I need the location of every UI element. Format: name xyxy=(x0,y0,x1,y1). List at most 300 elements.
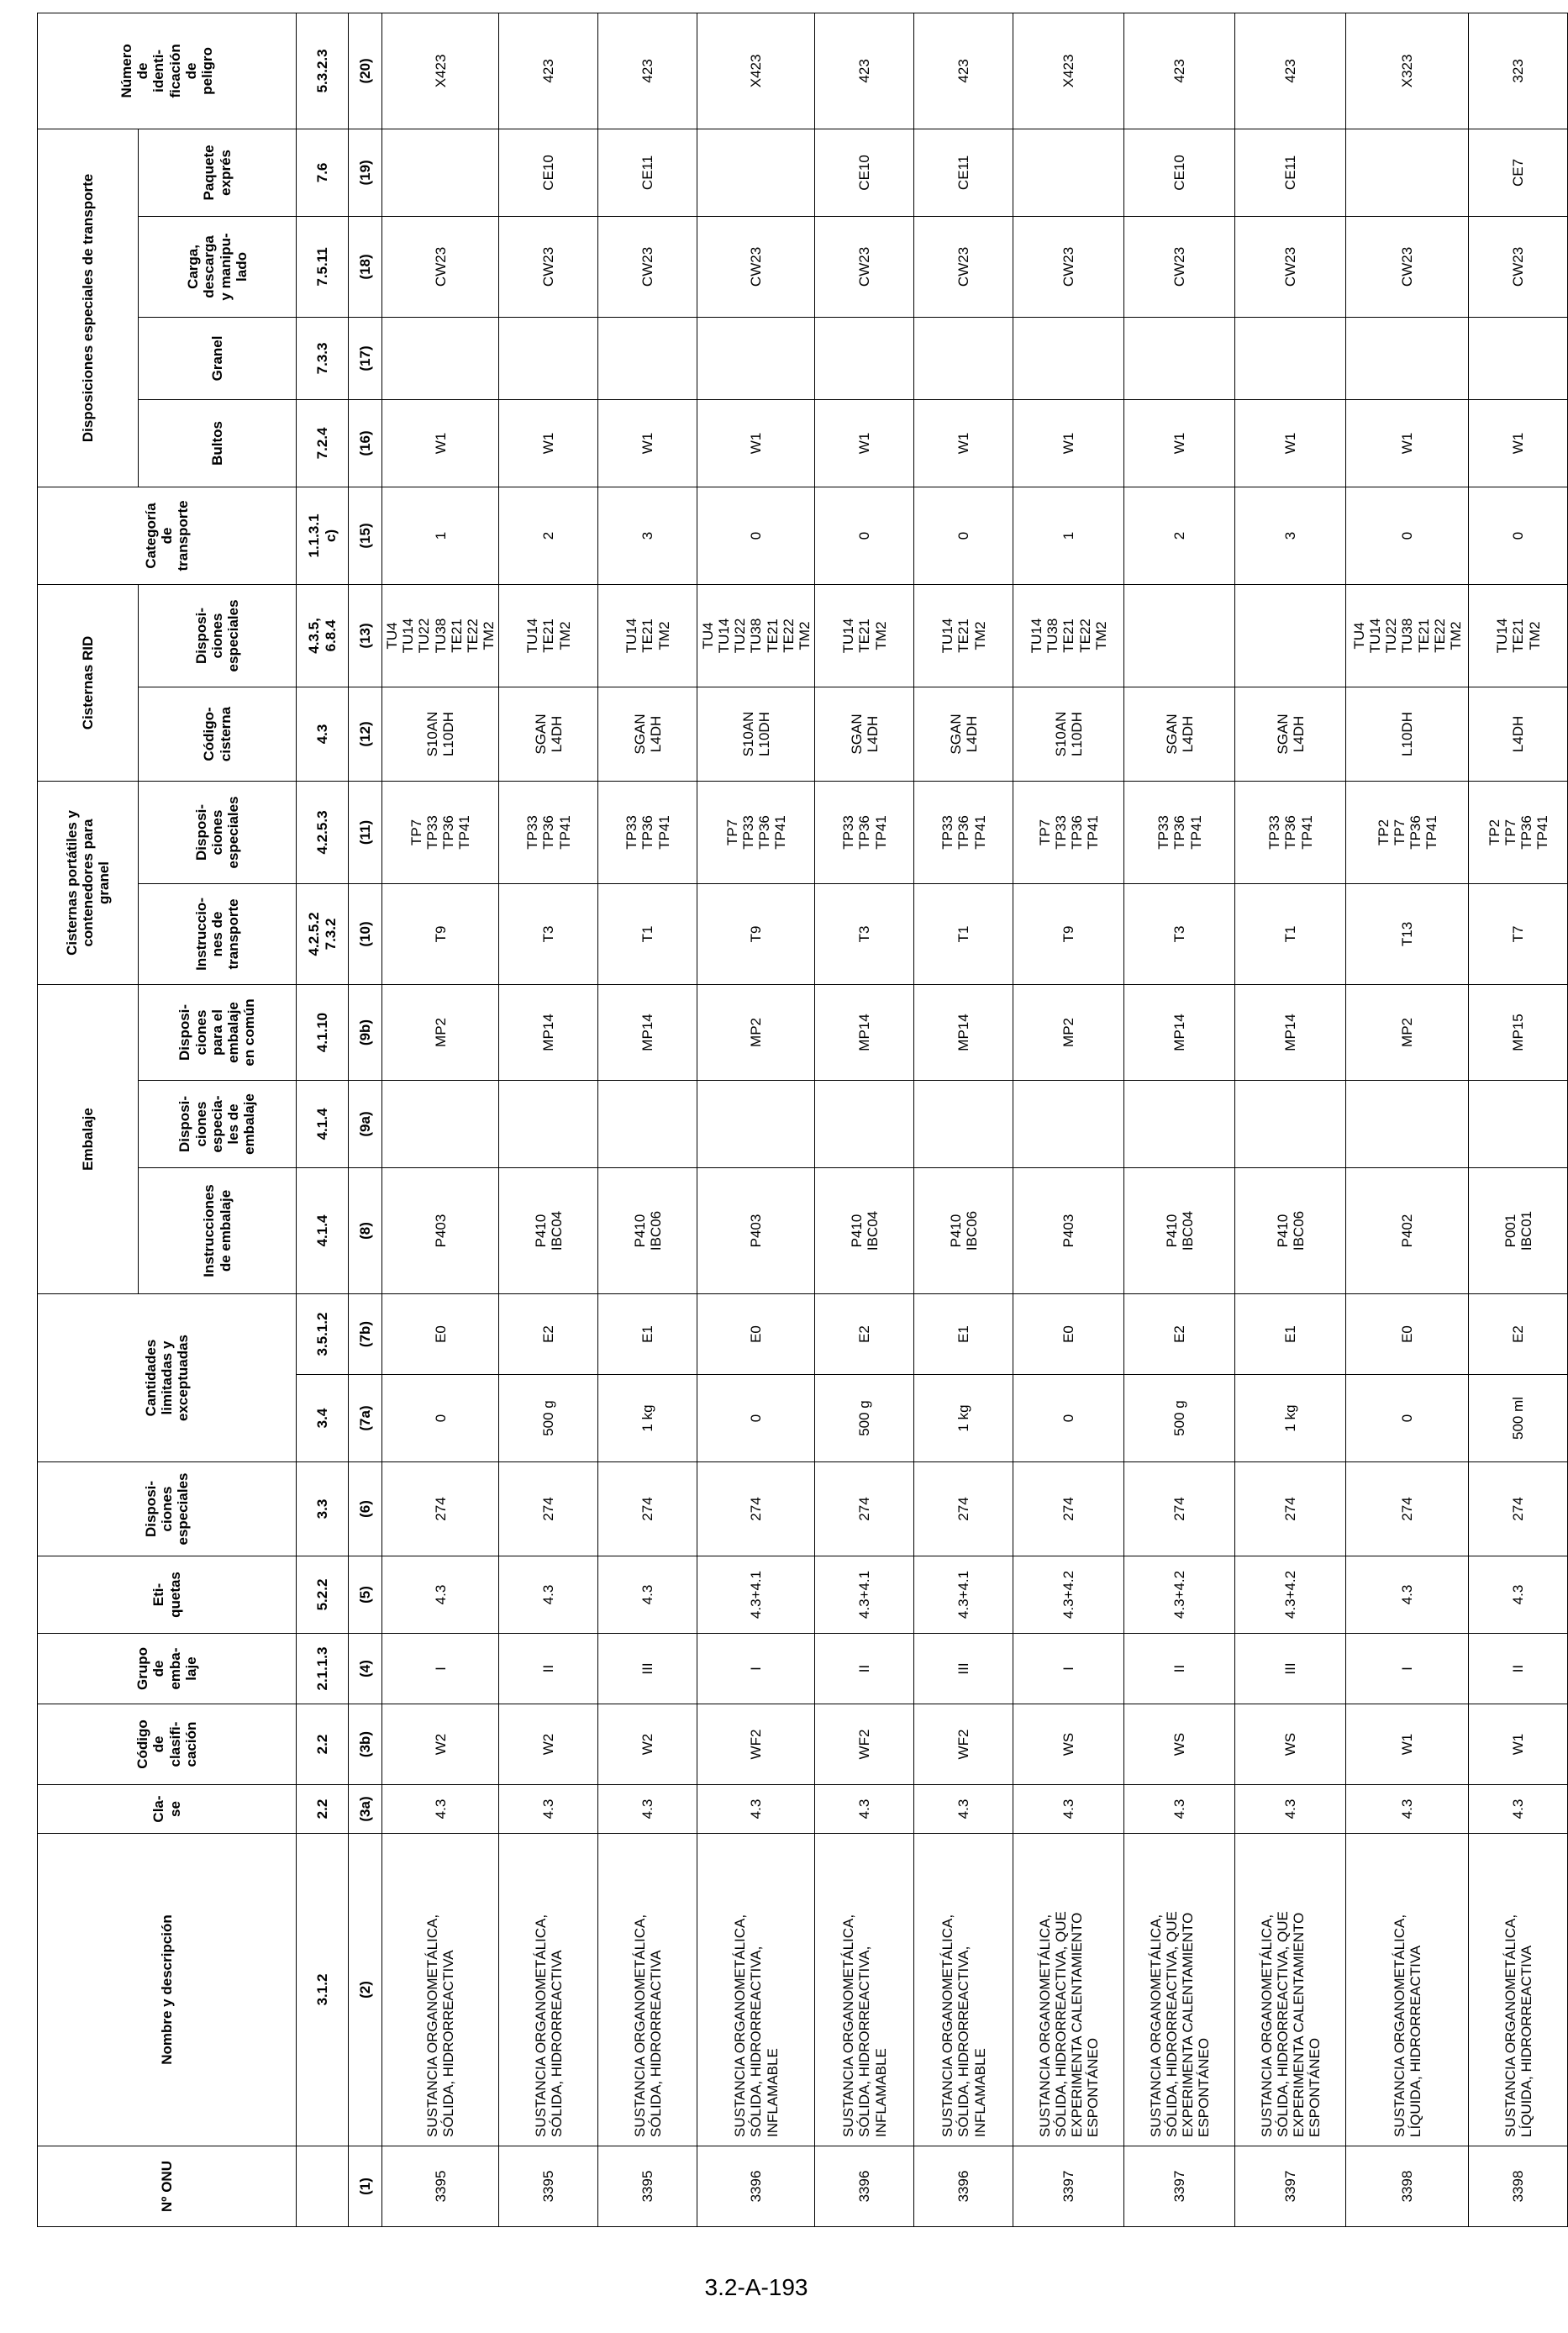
table-cell: T9 xyxy=(1013,883,1124,984)
table-cell: CE10 xyxy=(815,129,914,216)
column-number-cell: (15) xyxy=(349,487,382,584)
table-cell xyxy=(499,317,598,399)
table-cell: 500 g xyxy=(499,1375,598,1462)
substance-name-cell: SUSTANCIA ORGANOMETÁLICA, SÓLIDA, HIDRORREACTIVA, QUE EXPERIMENTA CALENTAMIENTO ESPONTÁNEO xyxy=(1235,1834,1346,2146)
table-cell: TP7 TP33 TP36 TP41 xyxy=(382,781,499,883)
table-cell: 1 xyxy=(382,487,499,584)
table-cell: 4.3+4.1 xyxy=(914,1556,1013,1634)
table-cell: W1 xyxy=(1469,399,1568,487)
table-row xyxy=(598,13,697,2226)
table-cell: T3 xyxy=(1124,883,1235,984)
table-cell: P410 IBC06 xyxy=(1235,1168,1346,1294)
table-cell xyxy=(1235,584,1346,687)
table-cell: S10AN L10DH xyxy=(1013,687,1124,781)
table-cell: T7 xyxy=(1469,883,1568,984)
table-cell: 4.3 xyxy=(382,1785,499,1834)
table-cell: SGAN L4DH xyxy=(499,687,598,781)
table-cell: 423 xyxy=(815,13,914,129)
table-cell: L4DH xyxy=(1469,687,1568,781)
column-number-cell: (19) xyxy=(349,129,382,216)
un-number-cell: 3397 xyxy=(1235,2146,1346,2227)
table-cell: 4.3 xyxy=(499,1785,598,1834)
header-packing-special: Disposi- ciones especia- les de embalaje xyxy=(139,1081,297,1168)
table-cell: MP15 xyxy=(1469,984,1568,1080)
table-cell: WS xyxy=(1013,1704,1124,1785)
ref-cell: 3.4 xyxy=(297,1375,349,1462)
column-number-cell: (11) xyxy=(349,781,382,883)
table-cell: W1 xyxy=(815,399,914,487)
table-cell: S10AN L10DH xyxy=(382,687,499,781)
table-cell: E1 xyxy=(598,1294,697,1375)
table-cell: 274 xyxy=(1013,1462,1124,1556)
table-cell: E0 xyxy=(1346,1294,1469,1375)
table-cell: TP33 TP36 TP41 xyxy=(499,781,598,883)
header-tank-instructions: Instruccio- nes de transporte xyxy=(139,883,297,984)
table-cell: 0 xyxy=(1469,487,1568,584)
table-cell: W2 xyxy=(598,1704,697,1785)
table-cell: 4.3+4.2 xyxy=(1124,1556,1235,1634)
table-cell: 4.3+4.1 xyxy=(815,1556,914,1634)
header-hazard-id: Número de identi- ficación de peligro xyxy=(38,13,297,129)
table-cell: W1 xyxy=(1235,399,1346,487)
table-cell: 423 xyxy=(598,13,697,129)
table-cell: E2 xyxy=(1124,1294,1235,1375)
table-cell: 423 xyxy=(914,13,1013,129)
table-cell xyxy=(1124,1081,1235,1168)
table-cell: MP14 xyxy=(914,984,1013,1080)
table-cell: 423 xyxy=(1124,13,1235,129)
header-packages: Bultos xyxy=(139,399,297,487)
table-cell xyxy=(598,317,697,399)
table-cell: TU14 TE21 TM2 xyxy=(914,584,1013,687)
table-cell: 2 xyxy=(1124,487,1235,584)
table-cell: P402 xyxy=(1346,1168,1469,1294)
table-cell: SGAN L4DH xyxy=(1235,687,1346,781)
rotated-page xyxy=(37,13,1551,2227)
table-cell: CW23 xyxy=(1013,216,1124,317)
table-cell: 4.3 xyxy=(598,1556,697,1634)
ref-cell: 4.2.5.2 7.3.2 xyxy=(297,883,349,984)
table-cell: CW23 xyxy=(1124,216,1235,317)
un-number-cell: 3397 xyxy=(1013,2146,1124,2227)
table-cell: MP2 xyxy=(1013,984,1124,1080)
table-row xyxy=(1235,13,1346,2226)
page-number: 3.2-A-193 xyxy=(704,2274,808,2300)
table-cell: CW23 xyxy=(815,216,914,317)
table-cell: 1 kg xyxy=(1235,1375,1346,1462)
table-cell: CE11 xyxy=(1235,129,1346,216)
header-packaging: Embalaje xyxy=(38,984,139,1293)
header-limited-quantities: Cantidades limitadas y exceptuadas xyxy=(38,1294,297,1462)
table-cell: 274 xyxy=(1124,1462,1235,1556)
table-cell xyxy=(1346,317,1469,399)
table-cell: 4.3 xyxy=(1124,1785,1235,1834)
table-cell: TU14 TE21 TM2 xyxy=(598,584,697,687)
table-cell: CW23 xyxy=(1346,216,1469,317)
table-cell: P001 IBC01 xyxy=(1469,1168,1568,1294)
ref-cell: 7.2.4 xyxy=(297,399,349,487)
table-cell: E2 xyxy=(1469,1294,1568,1375)
table-cell: S10AN L10DH xyxy=(697,687,815,781)
column-number-row xyxy=(349,13,382,2226)
table-cell: W1 xyxy=(598,399,697,487)
table-cell: MP2 xyxy=(382,984,499,1080)
substance-name-cell: SUSTANCIA ORGANOMETÁLICA, SÓLIDA, HIDRORREACTIVA, QUE EXPERIMENTA CALENTAMIENTO ESPONTÁNEO xyxy=(1124,1834,1235,2146)
table-cell: 3 xyxy=(1235,487,1346,584)
substance-name-cell: SUSTANCIA ORGANOMETÁLICA, LÍQUIDA, HIDRORREACTIVA xyxy=(1346,1834,1469,2146)
table-cell xyxy=(382,1081,499,1168)
table-cell: T9 xyxy=(697,883,815,984)
table-cell: P410 IBC04 xyxy=(1124,1168,1235,1294)
column-number-cell: (6) xyxy=(349,1462,382,1556)
table-cell: WS xyxy=(1124,1704,1235,1785)
un-number-cell: 3396 xyxy=(815,2146,914,2227)
ref-cell: 1.1.3.1 c) xyxy=(297,487,349,584)
header-tank-code: Código- cisterna xyxy=(139,687,297,781)
table-cell: MP2 xyxy=(697,984,815,1080)
un-number-cell: 3398 xyxy=(1469,2146,1568,2227)
table-cell: X423 xyxy=(697,13,815,129)
table-cell: MP14 xyxy=(1124,984,1235,1080)
table-cell xyxy=(1235,317,1346,399)
table-cell: W1 xyxy=(1469,1704,1568,1785)
table-row xyxy=(1013,13,1124,2226)
table-cell: 0 xyxy=(1346,487,1469,584)
table-cell: WF2 xyxy=(697,1704,815,1785)
header-special-provisions: Disposi- ciones especiales xyxy=(38,1462,297,1556)
ref-cell: 7.3.3 xyxy=(297,317,349,399)
column-number-cell: (17) xyxy=(349,317,382,399)
column-number-cell: (10) xyxy=(349,883,382,984)
substance-name-cell: SUSTANCIA ORGANOMETÁLICA, SÓLIDA, HIDRORREACTIVA xyxy=(499,1834,598,2146)
ref-cell: 2.2 xyxy=(297,1785,349,1834)
header-class: Cla- se xyxy=(38,1785,297,1834)
table-cell xyxy=(1124,584,1235,687)
table-cell: X423 xyxy=(382,13,499,129)
table-cell: CE10 xyxy=(1124,129,1235,216)
table-cell xyxy=(914,1081,1013,1168)
ref-cell: 7.5.11 xyxy=(297,216,349,317)
table-cell xyxy=(1124,317,1235,399)
ref-cell: 4.1.4 xyxy=(297,1168,349,1294)
table-cell xyxy=(382,317,499,399)
header-class-code: Código de clasifi- cación xyxy=(38,1704,297,1785)
table-cell xyxy=(1469,1081,1568,1168)
table-cell: III xyxy=(598,1634,697,1704)
table-cell: E2 xyxy=(815,1294,914,1375)
table-cell: CW23 xyxy=(697,216,815,317)
un-number-cell: 3398 xyxy=(1346,2146,1469,2227)
ref-cell: 5.2.2 xyxy=(297,1556,349,1634)
table-cell: 4.3+4.2 xyxy=(1235,1556,1346,1634)
substance-name-cell: SUSTANCIA ORGANOMETÁLICA, SÓLIDA, HIDRORREACTIVA xyxy=(382,1834,499,2146)
header-packing-group: Grupo de emba- laje xyxy=(38,1634,297,1704)
table-cell: 274 xyxy=(382,1462,499,1556)
table-cell: 274 xyxy=(499,1462,598,1556)
table-cell: MP14 xyxy=(499,984,598,1080)
table-cell: 4.3 xyxy=(815,1785,914,1834)
table-cell: P403 xyxy=(382,1168,499,1294)
un-number-cell: 3396 xyxy=(914,2146,1013,2227)
table-cell: W1 xyxy=(697,399,815,487)
table-row xyxy=(1124,13,1235,2226)
column-number-cell: (16) xyxy=(349,399,382,487)
ref-cell: 4.3 xyxy=(297,687,349,781)
ref-cell: 4.2.5.3 xyxy=(297,781,349,883)
table-cell: 4.3 xyxy=(1235,1785,1346,1834)
table-cell: E2 xyxy=(499,1294,598,1375)
table-cell: TP33 TP36 TP41 xyxy=(1235,781,1346,883)
table-cell: CW23 xyxy=(1235,216,1346,317)
table-cell: P410 IBC06 xyxy=(598,1168,697,1294)
table-cell: MP14 xyxy=(1235,984,1346,1080)
table-cell: 500 g xyxy=(1124,1375,1235,1462)
header-special-transport: Disposiciones especiales de transporte xyxy=(38,129,139,487)
column-number-cell: (8) xyxy=(349,1168,382,1294)
table-row xyxy=(1469,13,1568,2226)
column-number-cell: (18) xyxy=(349,216,382,317)
table-cell: 3 xyxy=(598,487,697,584)
table-cell: TP2 TP7 TP36 TP41 xyxy=(1346,781,1469,883)
column-number-cell: (9b) xyxy=(349,984,382,1080)
column-number-cell: (3a) xyxy=(349,1785,382,1834)
table-cell: P410 IBC06 xyxy=(914,1168,1013,1294)
table-row xyxy=(1346,13,1469,2226)
table-cell: X423 xyxy=(1013,13,1124,129)
table-cell: 4.3 xyxy=(697,1785,815,1834)
table-cell: III xyxy=(1235,1634,1346,1704)
ref-cell: 2.1.1.3 xyxy=(297,1634,349,1704)
header-mixed-packing: Disposi- ciones para el embalaje en común xyxy=(139,984,297,1080)
ref-cell: 3.1.2 xyxy=(297,1834,349,2146)
dangerous-goods-table xyxy=(37,13,1568,2227)
table-cell: 274 xyxy=(598,1462,697,1556)
table-cell: SGAN L4DH xyxy=(1124,687,1235,781)
ref-cell: 7.6 xyxy=(297,129,349,216)
table-cell xyxy=(1235,1081,1346,1168)
table-cell: TU14 TU38 TE21 TE22 TM2 xyxy=(1013,584,1124,687)
header-tank-special: Disposi- ciones especiales xyxy=(139,781,297,883)
table-cell: 4.3+4.2 xyxy=(1013,1556,1124,1634)
substance-name-cell: SUSTANCIA ORGANOMETÁLICA, SÓLIDA, HIDRORREACTIVA, QUE EXPERIMENTA CALENTAMIENTO ESPONTÁNEO xyxy=(1013,1834,1124,2146)
table-cell: 4.3 xyxy=(1469,1785,1568,1834)
table-cell xyxy=(598,1081,697,1168)
table-cell: 274 xyxy=(697,1462,815,1556)
table-cell: II xyxy=(815,1634,914,1704)
header-loading: Carga, descarga y manipu- lado xyxy=(139,216,297,317)
column-number-cell: (2) xyxy=(349,1834,382,2146)
ref-cell: 4.3.5, 6.8.4 xyxy=(297,584,349,687)
table-cell: W1 xyxy=(914,399,1013,487)
table-body xyxy=(297,13,1568,2226)
un-number-cell: 3395 xyxy=(382,2146,499,2227)
table-cell: III xyxy=(914,1634,1013,1704)
table-cell: W1 xyxy=(382,399,499,487)
table-cell: 0 xyxy=(382,1375,499,1462)
table-row xyxy=(815,13,914,2226)
table-cell: 1 kg xyxy=(598,1375,697,1462)
table-cell: W2 xyxy=(382,1704,499,1785)
table-cell xyxy=(1346,1081,1469,1168)
column-number-cell: (20) xyxy=(349,13,382,129)
table-cell: 0 xyxy=(697,487,815,584)
column-number-cell: (5) xyxy=(349,1556,382,1634)
table-cell: TU4 TU14 TU22 TU38 TE21 TE22 TM2 xyxy=(382,584,499,687)
table-cell: W1 xyxy=(1346,399,1469,487)
table-cell: MP2 xyxy=(1346,984,1469,1080)
table-cell: W1 xyxy=(1124,399,1235,487)
table-cell: TU14 TE21 TM2 xyxy=(499,584,598,687)
table-cell: WF2 xyxy=(815,1704,914,1785)
substance-name-cell: SUSTANCIA ORGANOMETÁLICA, SÓLIDA, HIDRORREACTIVA xyxy=(598,1834,697,2146)
table-cell: E0 xyxy=(382,1294,499,1375)
header-express: Paquete exprés xyxy=(139,129,297,216)
table-cell: CE11 xyxy=(914,129,1013,216)
table-cell: CW23 xyxy=(914,216,1013,317)
table-cell: CW23 xyxy=(499,216,598,317)
table-cell xyxy=(697,317,815,399)
table-cell xyxy=(1013,129,1124,216)
table-cell: E0 xyxy=(1013,1294,1124,1375)
table-cell: 4.3 xyxy=(382,1556,499,1634)
table-cell: CE11 xyxy=(598,129,697,216)
table-cell xyxy=(914,317,1013,399)
table-cell xyxy=(1013,317,1124,399)
column-number-cell: (7a) xyxy=(349,1375,382,1462)
table-cell: 274 xyxy=(1235,1462,1346,1556)
table-cell: 0 xyxy=(697,1375,815,1462)
table-cell: 4.3 xyxy=(1013,1785,1124,1834)
ref-cell: 5.3.2.3 xyxy=(297,13,349,129)
reference-row xyxy=(297,13,349,2226)
table-cell: II xyxy=(499,1634,598,1704)
table-cell: T1 xyxy=(598,883,697,984)
table-cell xyxy=(1469,317,1568,399)
substance-name-cell: SUSTANCIA ORGANOMETÁLICA, SÓLIDA, HIDRORREACTIVA, INFLAMABLE xyxy=(815,1834,914,2146)
table-cell: TP7 TP33 TP36 TP41 xyxy=(697,781,815,883)
ref-cell: 3.3 xyxy=(297,1462,349,1556)
un-number-cell: 3397 xyxy=(1124,2146,1235,2227)
header-transport-category: Categoría de transporte xyxy=(38,487,297,584)
table-row xyxy=(382,13,499,2226)
table-cell: T13 xyxy=(1346,883,1469,984)
table-cell: CW23 xyxy=(1469,216,1568,317)
header-portable-tanks: Cisternas portátiles y contenedores para granel xyxy=(38,781,139,984)
table-cell: T3 xyxy=(815,883,914,984)
table-cell: T1 xyxy=(914,883,1013,984)
header-name: Nombre y descripción xyxy=(38,1834,297,2146)
table-cell: X323 xyxy=(1346,13,1469,129)
substance-name-cell: SUSTANCIA ORGANOMETÁLICA, LÍQUIDA, HIDRORREACTIVA xyxy=(1469,1834,1568,2146)
table-cell: 323 xyxy=(1469,13,1568,129)
un-number-cell: 3395 xyxy=(499,2146,598,2227)
table-cell: WS xyxy=(1235,1704,1346,1785)
table-cell: 4.3 xyxy=(598,1785,697,1834)
table-cell: 4.3 xyxy=(499,1556,598,1634)
table-cell: 4.3 xyxy=(1469,1556,1568,1634)
table-cell: 274 xyxy=(1469,1462,1568,1556)
column-number-cell: (9a) xyxy=(349,1081,382,1168)
table-cell: W1 xyxy=(499,399,598,487)
table-row xyxy=(499,13,598,2226)
table-cell: TU4 TU14 TU22 TU38 TE21 TE22 TM2 xyxy=(697,584,815,687)
substance-name-cell: SUSTANCIA ORGANOMETÁLICA, SÓLIDA, HIDRORREACTIVA, INFLAMABLE xyxy=(697,1834,815,2146)
column-number-cell: (7b) xyxy=(349,1294,382,1375)
table-cell: 423 xyxy=(499,13,598,129)
table-cell: 4.3+4.1 xyxy=(697,1556,815,1634)
ref-cell: 4.1.10 xyxy=(297,984,349,1080)
table-cell: TP2 TP7 TP36 TP41 xyxy=(1469,781,1568,883)
table-cell xyxy=(815,317,914,399)
table-cell: 274 xyxy=(815,1462,914,1556)
table-cell: 1 xyxy=(1013,487,1124,584)
table-cell: 1 kg xyxy=(914,1375,1013,1462)
header-rid-tanks: Cisternas RID xyxy=(38,584,139,781)
table-cell: TU4 TU14 TU22 TU38 TE21 TE22 TM2 xyxy=(1346,584,1469,687)
table-cell xyxy=(499,1081,598,1168)
table-cell: 2 xyxy=(499,487,598,584)
table-cell: TP33 TP36 TP41 xyxy=(914,781,1013,883)
table-cell: II xyxy=(1124,1634,1235,1704)
un-number-cell: 3396 xyxy=(697,2146,815,2227)
substance-name-cell: SUSTANCIA ORGANOMETÁLICA, SÓLIDA, HIDRORREACTIVA, INFLAMABLE xyxy=(914,1834,1013,2146)
table-cell: 0 xyxy=(815,487,914,584)
table-cell xyxy=(1346,129,1469,216)
column-number-cell: (4) xyxy=(349,1634,382,1704)
table-cell: CW23 xyxy=(598,216,697,317)
table-cell: TP33 TP36 TP41 xyxy=(1124,781,1235,883)
table-cell: E1 xyxy=(914,1294,1013,1375)
table-cell xyxy=(1013,1081,1124,1168)
table-cell: E1 xyxy=(1235,1294,1346,1375)
table-cell: I xyxy=(1013,1634,1124,1704)
table-cell: 4.3 xyxy=(1346,1556,1469,1634)
table-cell: SGAN L4DH xyxy=(914,687,1013,781)
table-cell: SGAN L4DH xyxy=(598,687,697,781)
column-number-cell: (3b) xyxy=(349,1704,382,1785)
table-cell: 423 xyxy=(1235,13,1346,129)
table-cell: SGAN L4DH xyxy=(815,687,914,781)
table-cell: TP7 TP33 TP36 TP41 xyxy=(1013,781,1124,883)
table-cell: 500 g xyxy=(815,1375,914,1462)
table-cell: P410 IBC04 xyxy=(499,1168,598,1294)
table-cell xyxy=(815,1081,914,1168)
table-cell: 274 xyxy=(914,1462,1013,1556)
ref-cell xyxy=(297,2146,349,2227)
table-cell: 500 ml xyxy=(1469,1375,1568,1462)
table-cell: W1 xyxy=(1013,399,1124,487)
table-cell: TU14 TE21 TM2 xyxy=(815,584,914,687)
ref-cell: 2.2 xyxy=(297,1704,349,1785)
table-cell: CE7 xyxy=(1469,129,1568,216)
table-cell: W1 xyxy=(1346,1704,1469,1785)
table-cell: T3 xyxy=(499,883,598,984)
table-cell: TP33 TP36 TP41 xyxy=(598,781,697,883)
column-number-cell: (12) xyxy=(349,687,382,781)
table-cell xyxy=(697,129,815,216)
header-rid-tank-special: Disposi- ciones especiales xyxy=(139,584,297,687)
ref-cell: 4.1.4 xyxy=(297,1081,349,1168)
table-cell: P403 xyxy=(697,1168,815,1294)
table-cell: 0 xyxy=(1013,1375,1124,1462)
table-cell: 4.3 xyxy=(1346,1785,1469,1834)
table-cell: WF2 xyxy=(914,1704,1013,1785)
table-row xyxy=(697,13,815,2226)
header-row-groups xyxy=(38,13,139,2226)
table-cell xyxy=(697,1081,815,1168)
table-cell: E0 xyxy=(697,1294,815,1375)
table-row xyxy=(914,13,1013,2226)
